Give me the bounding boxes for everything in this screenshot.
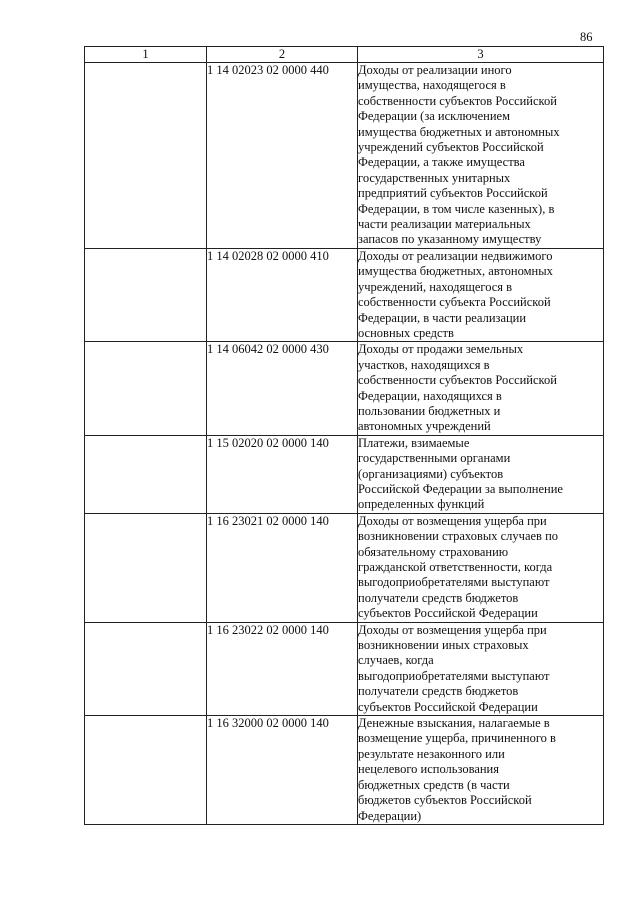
column-1-cell xyxy=(85,63,207,249)
description-line: случаев, когда xyxy=(358,653,434,668)
description-line: возникновении иных страховых xyxy=(358,638,529,653)
description-line: автономных учреждений xyxy=(358,419,491,434)
description-line: Доходы от возмещения ущерба при xyxy=(358,513,547,528)
table-row xyxy=(85,435,604,513)
description-line: имущества, находящегося в xyxy=(358,78,506,93)
revenue-description-cell xyxy=(358,248,604,341)
description-line: получатели средств бюджетов xyxy=(358,684,519,699)
description-line: Российской Федерации за выполнение xyxy=(358,481,563,496)
description-line: определенных функций xyxy=(358,497,485,512)
description-line: Доходы от реализации иного xyxy=(358,63,512,77)
revenue-code-cell: 1 14 02028 02 0000 410 xyxy=(207,248,358,341)
description-line: Платежи, взимаемые xyxy=(358,435,470,450)
description-line: выгодоприобретателями выступают xyxy=(358,668,550,683)
revenue-code-cell: 1 14 06042 02 0000 430 xyxy=(207,342,358,435)
column-1-cell xyxy=(85,248,207,341)
description-line: (организациями) субъектов xyxy=(358,466,504,481)
description-line: Федерации, в части реализации xyxy=(358,310,527,325)
description-line: государственных унитарных xyxy=(358,170,511,185)
description-line: участков, находящихся в xyxy=(358,357,490,372)
table-row xyxy=(85,342,604,435)
description-line: собственности субъектов Российской xyxy=(358,373,557,388)
table-body xyxy=(85,63,604,825)
revenue-description-cell xyxy=(358,716,604,825)
description-line: возмещение ущерба, причиненного в xyxy=(358,731,556,746)
description-line: Федерации, находящихся в xyxy=(358,388,502,403)
table-row xyxy=(85,622,604,715)
description-line: Федерации (за исключением xyxy=(358,109,511,124)
description-line: собственности субъекта Российской xyxy=(358,295,551,310)
revenue-description-cell xyxy=(358,513,604,622)
description-line: выгодоприобретателями выступают xyxy=(358,575,550,590)
description-line: государственными органами xyxy=(358,451,511,466)
column-1-cell xyxy=(85,622,207,715)
description-line: бюджетных средств (в части xyxy=(358,777,510,792)
revenue-codes-table xyxy=(84,46,604,825)
column-1-cell xyxy=(85,513,207,622)
table-row xyxy=(85,63,604,249)
page-number: 86 xyxy=(580,30,593,44)
description-line: Денежные взыскания, налагаемые в xyxy=(358,716,550,731)
revenue-code-cell: 1 15 02020 02 0000 140 xyxy=(207,435,358,513)
description-line: имущества бюджетных и автономных xyxy=(358,124,560,139)
revenue-code-cell: 1 16 23021 02 0000 140 xyxy=(207,513,358,622)
table-row xyxy=(85,248,604,341)
description-line: гражданской ответственности, когда xyxy=(358,560,553,574)
description-line: возникновении страховых случаев по xyxy=(358,529,559,544)
column-1-cell xyxy=(85,716,207,825)
description-line: Федерации, а также имущества xyxy=(358,155,525,170)
revenue-code-cell: 1 14 02023 02 0000 440 xyxy=(207,63,358,249)
revenue-code-cell: 1 16 23022 02 0000 140 xyxy=(207,622,358,715)
description-line: Федерации, в том числе казенных), в xyxy=(358,201,555,216)
description-line: обязательному страхованию xyxy=(358,544,509,559)
description-line: нецелевого использования xyxy=(358,762,499,777)
description-line: Доходы от возмещения ущерба при xyxy=(358,622,547,637)
description-line: части реализации материальных xyxy=(358,217,531,232)
revenue-description-cell xyxy=(358,342,604,435)
table-row xyxy=(85,513,604,622)
description-line: основных средств xyxy=(358,325,454,340)
description-line: учреждений субъектов Российской xyxy=(358,140,544,155)
description-line: Федерации) xyxy=(358,808,422,823)
table-header-row xyxy=(85,47,604,63)
description-line: получатели средств бюджетов xyxy=(358,590,519,605)
table-row xyxy=(85,716,604,825)
column-1-cell xyxy=(85,435,207,513)
description-line: бюджетов субъектов Российской xyxy=(358,793,532,808)
revenue-description-cell xyxy=(358,435,604,513)
description-line: субъектов Российской Федерации xyxy=(358,699,538,714)
revenue-code-cell: 1 16 32000 02 0000 140 xyxy=(207,716,358,825)
revenue-description-cell xyxy=(358,622,604,715)
description-line: пользовании бюджетных и xyxy=(358,403,501,418)
description-line: запасов по указанному имуществу xyxy=(358,232,542,247)
column-1-cell xyxy=(85,342,207,435)
description-line: Доходы от реализации недвижимого xyxy=(358,248,553,263)
revenue-description-cell xyxy=(358,63,604,249)
column-header-3: 3 xyxy=(358,47,604,63)
description-line: Доходы от продажи земельных xyxy=(358,342,524,357)
description-line: предприятий субъектов Российской xyxy=(358,186,548,201)
column-header-2: 2 xyxy=(207,47,358,63)
description-line: результате незаконного или xyxy=(358,746,505,761)
description-line: собственности субъектов Российской xyxy=(358,93,557,108)
column-header-1: 1 xyxy=(85,47,207,63)
description-line: субъектов Российской Федерации xyxy=(358,606,538,621)
description-line: имущества бюджетных, автономных xyxy=(358,264,553,279)
description-line: учреждений, находящегося в xyxy=(358,279,513,294)
